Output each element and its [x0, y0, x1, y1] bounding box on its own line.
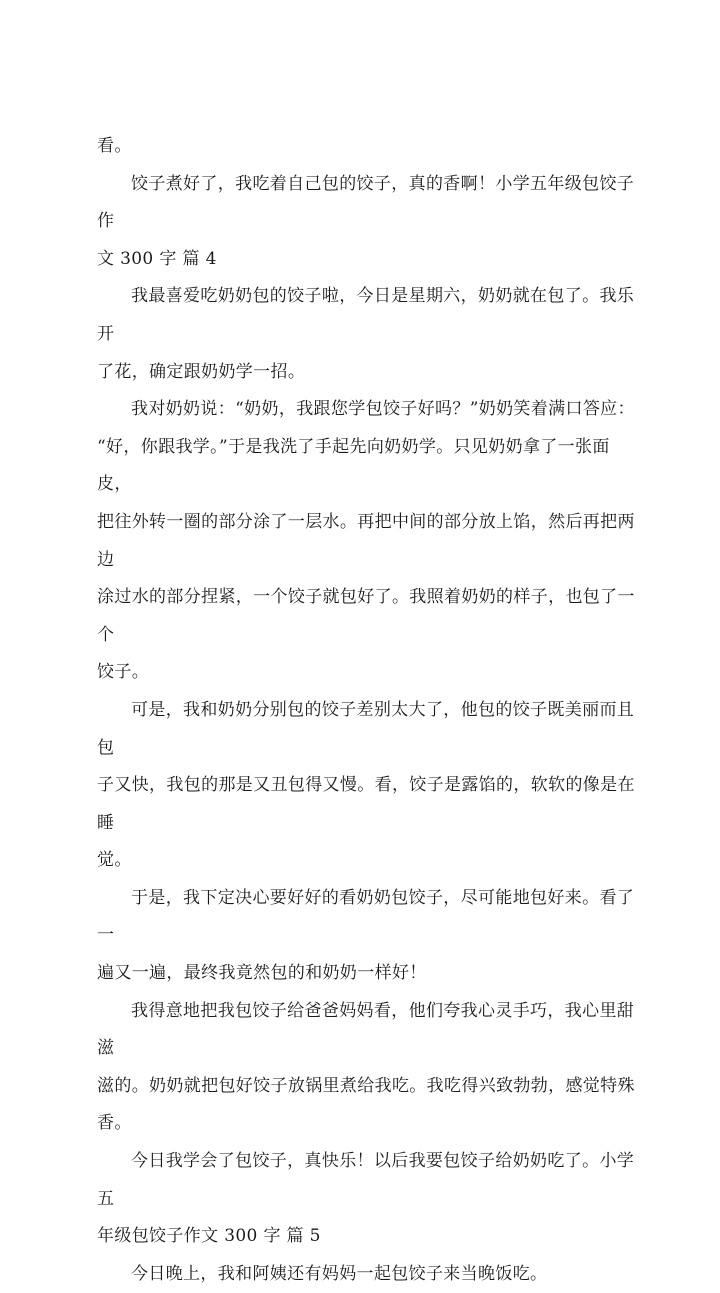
paragraph: 我最喜爱吃奶奶包的饺子啦，今日是星期六，奶奶就在包了。我乐开 了花，确定跟奶奶学一招。 [97, 286, 635, 382]
paragraph: 我得意地把我包饺子给爸爸妈妈看，他们夸我心灵手巧，我心里甜滋 滋的。奶奶就把包好饺子放锅里煮给我吃。我吃得兴致勃勃，感觉特殊香。 [97, 1000, 635, 1134]
paragraph: 今日我学会了包饺子，真快乐！以后我要包饺子给奶奶吃了。小学五 年级包饺子作文 300 字 篇 5 [97, 1151, 635, 1247]
paragraph: 可是，我和奶奶分别包的饺子差别太大了，他包的饺子既美丽而且包 子又快，我包的那是又丑包得又慢。看，饺子是露馅的，软软的像是在睡 觉。 [97, 699, 635, 871]
paragraph: 我对奶奶说：“奶奶，我跟您学包饺子好吗？”奶奶笑着满口答应： “好，你跟我学。”于是我洗了手起先向奶奶学。只见奶奶拿了一张面皮， 把往外转一圈的部分涂了一层水。再把中间的部分放上馅，然后再把两边 涂过水的部分捏紧，一个饺子就包好了。我照着奶奶的样子，也包了一个 饺子。 [97, 399, 635, 683]
essay-body [97, 128, 637, 1293]
paragraph: 于是，我下定决心要好好的看奶奶包饺子，尽可能地包好来。看了一 遍又一遍，最终我竟然包的和奶奶一样好！ [97, 887, 635, 984]
paragraph: 饺子煮好了，我吃着自己包的饺子，真的香啊！小学五年级包饺子作 文 300 字 篇 4 [97, 173, 635, 269]
paragraph: 今日晚上，我和阿姨还有妈妈一起包饺子来当晚饭吃。 [131, 1263, 548, 1284]
paragraph: 看。 [97, 136, 132, 156]
